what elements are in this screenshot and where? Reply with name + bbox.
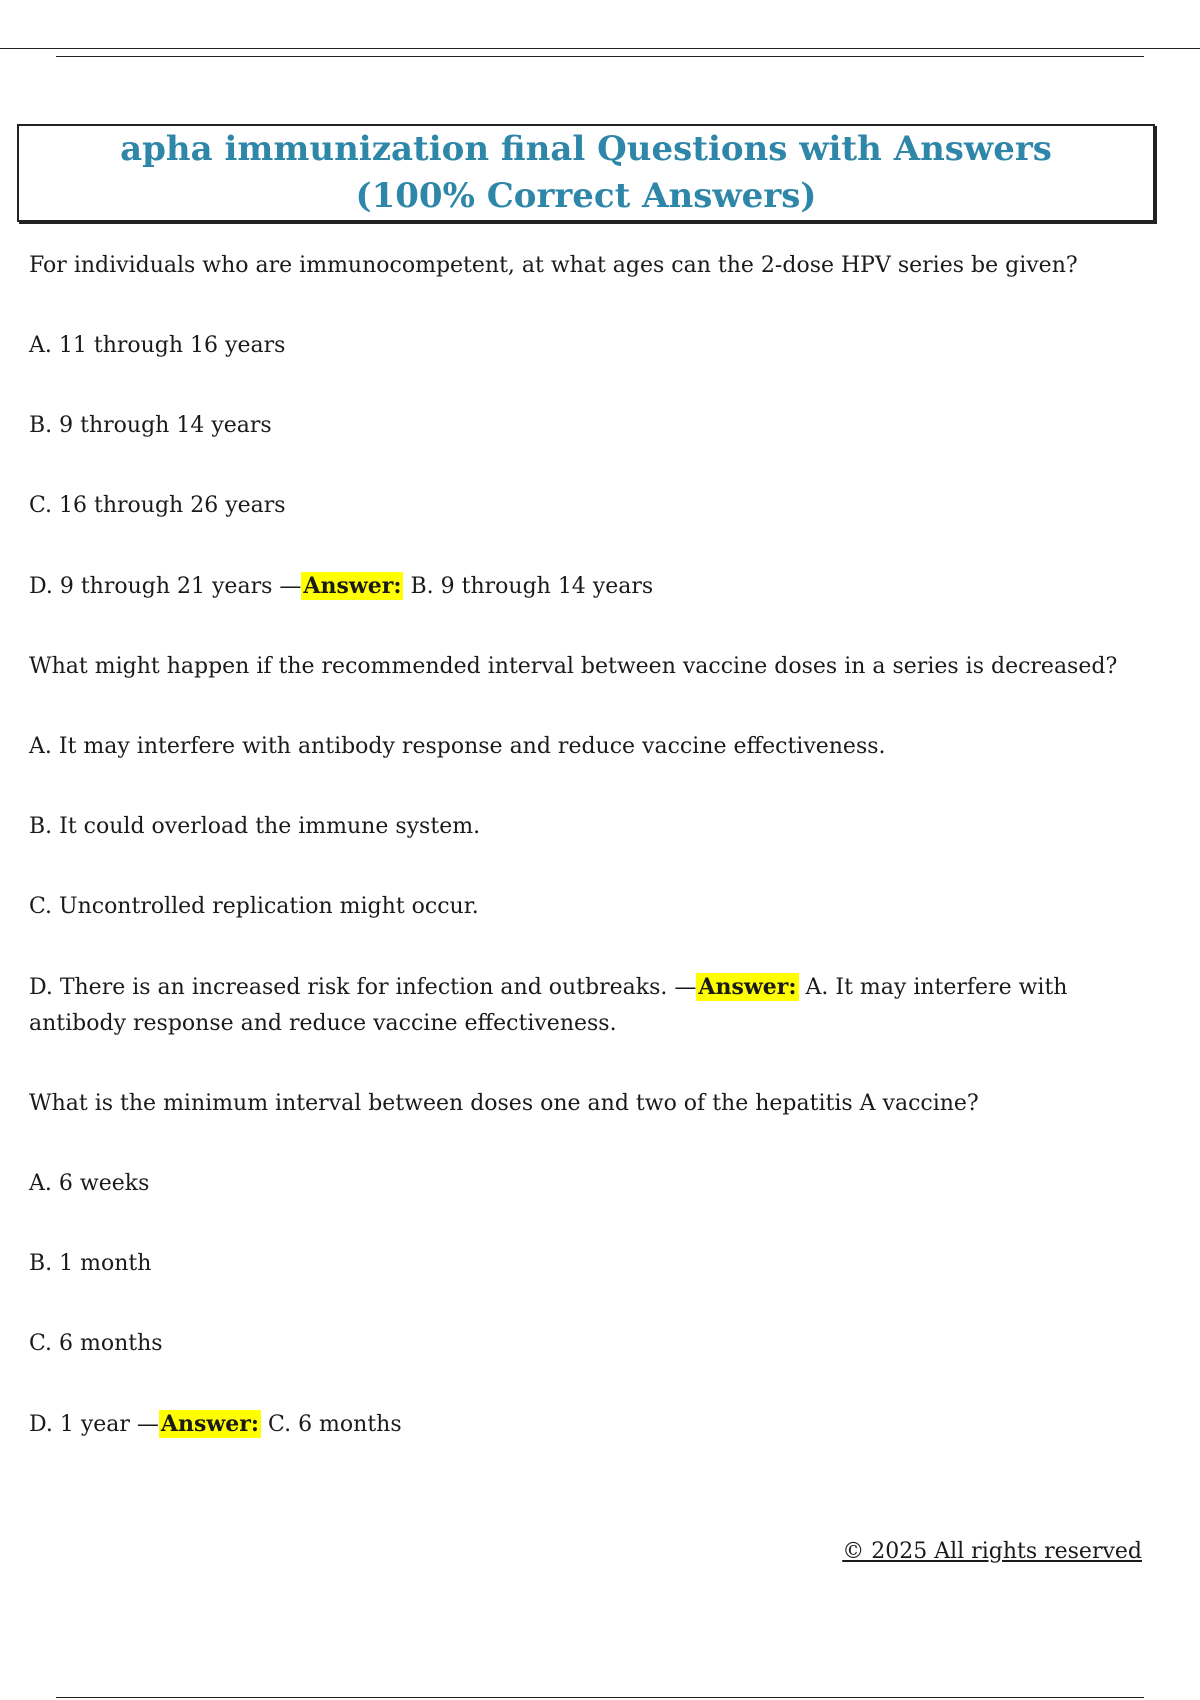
footer-rule xyxy=(56,1697,1144,1698)
question-1-stem: For individuals who are immunocompetent, at what ages can the 2-dose HPV series be given? xyxy=(29,253,1078,278)
header-rule-bottom xyxy=(56,56,1144,57)
question-3-stem: What is the minimum interval between doses one and two of the hepatitis A vaccine? xyxy=(29,1091,979,1116)
answer-dash: — xyxy=(667,975,697,1000)
questions-content xyxy=(29,248,1149,1487)
question-1-option-d: D. 9 through 21 years xyxy=(29,574,273,599)
question-2-option-a: A. It may interfere with antibody response and reduce vaccine effectiveness. xyxy=(29,734,886,759)
question-1-option-b: B. 9 through 14 years xyxy=(29,413,272,438)
title-box xyxy=(17,124,1155,222)
question-3-answer: C. 6 months xyxy=(268,1412,402,1437)
question-2-answer: A. It may interfere with antibody response and reduce vaccine effectiveness. xyxy=(29,975,1068,1036)
answer-label-highlight: Answer: xyxy=(160,1411,260,1437)
answer-label-highlight: Answer: xyxy=(303,573,402,599)
question-3-option-d-with-answer xyxy=(29,1406,1149,1443)
question-3-option-c: C. 6 months xyxy=(29,1331,163,1356)
question-3-option-d: D. 1 year xyxy=(29,1412,130,1437)
answer-label-highlight: Answer: xyxy=(698,974,797,1000)
question-2-option-b: B. It could overload the immune system. xyxy=(29,814,481,839)
question-3-option-a: A. 6 weeks xyxy=(29,1171,150,1196)
question-2-option-d: D. There is an increased risk for infection and outbreaks. xyxy=(29,975,668,1000)
question-1-answer: B. 9 through 14 years xyxy=(410,574,654,599)
question-2-option-c: C. Uncontrolled replication might occur. xyxy=(29,894,479,919)
question-2-stem: What might happen if the recommended interval between vaccine doses in a series is decreased? xyxy=(29,654,1118,679)
question-1-option-c: C. 16 through 26 years xyxy=(29,493,286,518)
question-1-option-a: A. 11 through 16 years xyxy=(29,333,286,358)
question-3-option-b: B. 1 month xyxy=(29,1251,152,1276)
question-2-option-d-with-answer xyxy=(29,969,1149,1042)
copyright-notice: © 2025 All rights reserved xyxy=(842,1539,1142,1564)
answer-dash: — xyxy=(272,574,302,599)
header-rule-top xyxy=(0,48,1200,49)
answer-dash: — xyxy=(129,1412,159,1437)
question-1-option-d-with-answer xyxy=(29,568,1149,605)
page-title: apha immunization final Questions with Answers (100% Correct Answers) xyxy=(120,129,1052,216)
